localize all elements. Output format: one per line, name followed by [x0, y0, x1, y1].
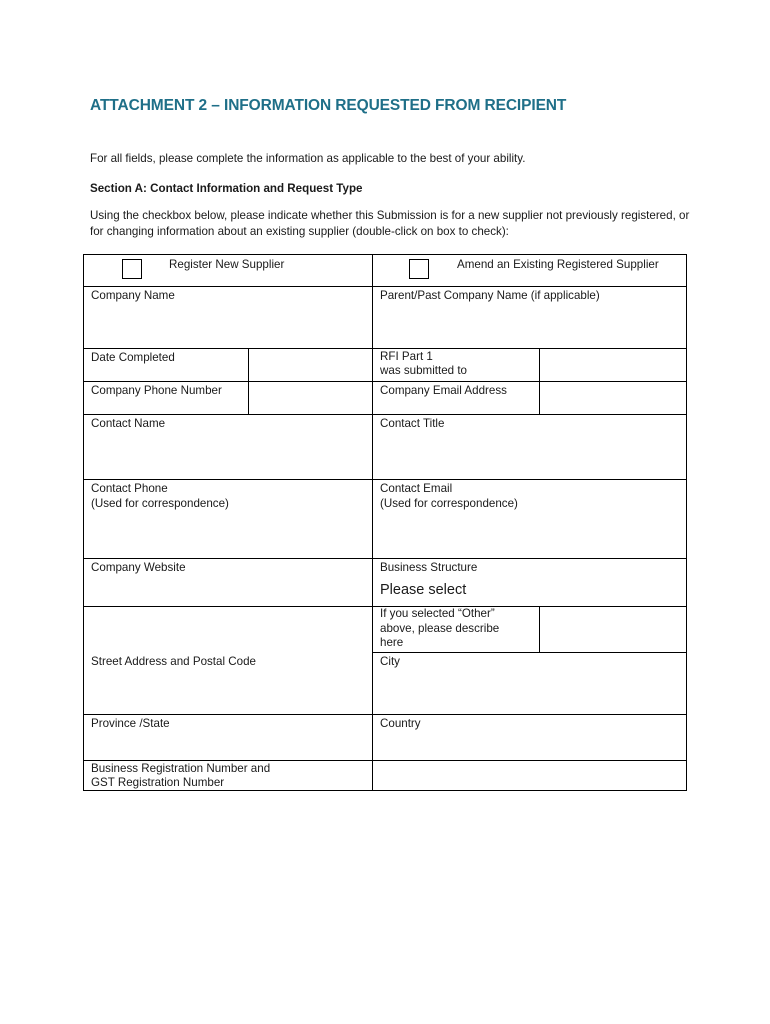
intro-text: For all fields, please complete the information as applicable to the best of your ability.	[90, 152, 526, 165]
register-new-supplier-checkbox[interactable]	[122, 259, 142, 279]
contact-email-note: (Used for correspondence)	[380, 496, 518, 510]
business-structure-label: Business Structure	[380, 561, 478, 574]
business-registration-input[interactable]	[373, 760, 686, 790]
business-structure-select[interactable]: Please select	[380, 581, 467, 598]
other-line2: above, please describe	[380, 621, 500, 635]
street-address-field[interactable]: Street Address and Postal Code	[91, 655, 256, 668]
other-line3: here	[380, 636, 404, 649]
business-reg-line2: GST Registration Number	[91, 776, 225, 789]
date-completed-input[interactable]	[249, 349, 372, 381]
parent-past-company-name-field[interactable]: Parent/Past Company Name (if applicable)	[380, 289, 600, 302]
contact-phone-note: (Used for correspondence)	[91, 496, 229, 510]
rfi-part1-line1: RFI Part 1	[380, 350, 433, 363]
rfi-part1-input[interactable]	[540, 349, 686, 381]
other-description-label	[373, 606, 539, 652]
other-description-input[interactable]	[540, 607, 686, 652]
company-phone-number-input[interactable]	[249, 382, 372, 414]
country-field[interactable]: Country	[380, 717, 421, 730]
other-line1: If you selected “Other”	[380, 607, 495, 620]
contact-information-form	[83, 254, 687, 791]
contact-phone-field[interactable]	[84, 479, 372, 558]
company-website-field[interactable]: Company Website	[91, 561, 186, 574]
page-title: ATTACHMENT 2 – INFORMATION REQUESTED FROM RECIPIENT	[90, 97, 567, 114]
city-field[interactable]: City	[380, 655, 400, 668]
province-state-field[interactable]: Province /State	[91, 717, 170, 730]
register-new-supplier-label: Register New Supplier	[169, 258, 285, 271]
business-structure-field	[373, 558, 686, 606]
section-a-instructions: Using the checkbox below, please indicate whether this Submission is for a new supplier not previously registered, or for changing information about an existing supplier (double-click on box to check):	[90, 209, 690, 238]
rfi-part1-line2: was submitted to	[380, 363, 467, 377]
company-phone-number-label: Company Phone Number	[91, 384, 222, 397]
rfi-part1-label	[373, 348, 539, 381]
business-registration-field[interactable]	[84, 760, 372, 790]
blank-field[interactable]	[84, 606, 372, 652]
business-reg-line1: Business Registration Number and	[91, 762, 271, 775]
company-name-field[interactable]: Company Name	[91, 289, 175, 302]
contact-email-field[interactable]	[373, 479, 686, 558]
contact-name-field[interactable]: Contact Name	[91, 417, 166, 430]
company-email-address-label: Company Email Address	[380, 384, 507, 397]
date-completed-label: Date Completed	[91, 351, 175, 364]
contact-title-field[interactable]: Contact Title	[380, 417, 445, 430]
company-email-address-input[interactable]	[540, 382, 686, 414]
section-a-heading: Section A: Contact Information and Request Type	[90, 182, 363, 195]
contact-email-label: Contact Email	[380, 482, 453, 495]
amend-existing-supplier-checkbox[interactable]	[409, 259, 429, 279]
amend-existing-supplier-label: Amend an Existing Registered Supplier	[457, 258, 659, 271]
contact-phone-label: Contact Phone	[91, 482, 168, 495]
